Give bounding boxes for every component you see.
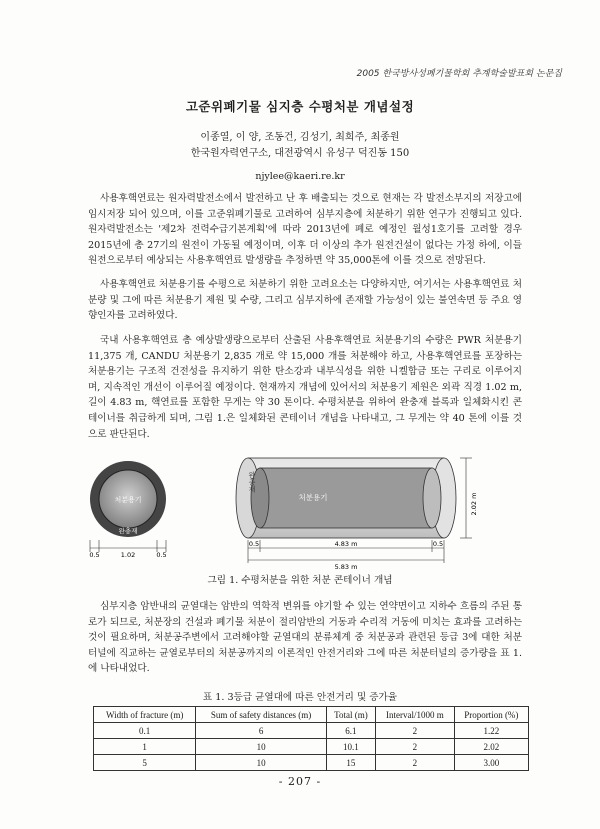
figure-container-concept [88, 448, 528, 578]
table-cell: 2 [376, 739, 455, 755]
table-cell: 2 [376, 755, 455, 771]
column-header: Width of fracture (m) [94, 707, 196, 723]
table-caption: 표 1. 3등급 균열대에 따른 안전거리 및 증가율 [202, 692, 398, 703]
table-cell: 6.1 [326, 723, 375, 739]
column-header: Interval/1000 m [376, 707, 455, 723]
dim-label: 0.5 [248, 540, 260, 548]
table-row [94, 755, 529, 771]
column-header: Sum of safety distances (m) [196, 707, 326, 723]
table-cell: 10.1 [326, 739, 375, 755]
page-number: - 207 - [278, 775, 322, 788]
column-header: Total (m) [326, 707, 375, 723]
dim-label: 1.02 [120, 551, 136, 559]
table-cell: 1.22 [454, 723, 528, 739]
side-view [236, 458, 478, 571]
table-cell: 0.1 [94, 723, 196, 739]
table-cell: 3.00 [454, 755, 528, 771]
height-label: 2.02 m [470, 492, 478, 516]
table-cell: 2 [376, 723, 455, 739]
body-paragraph: 사용후핵연료는 원자력발전소에서 발전하고 난 후 배출되는 것으로 현재는 각 발전소부지의 저장고에 임시저장 되어 있으며, 이를 고준위폐기물로 고려하여 심부지층에 처분하기 위한 연구가 진행되고 있다. 원자력발전소는 '제2차 전력수급기본계획'에 따라 2013년에 폐로 예정인 월성1호기를 고려할 경우 2015년에 총 27기의 원전이 가동될 예정이며, 이후 더 이상의 추가 원전건설이 없다는 가정 하에, 이들 원전으로부터 예상되는 사용후핵연료 발생량을 추정하면 약 35,000톤에 이를 것으로 전망된다. [88, 193, 522, 267]
journal-header: 2005 한국방사성폐기물학회 추계학술발표회 논문집 [356, 69, 562, 79]
affiliation: 한국원자력연구소, 대전광역시 유성구 덕진동 150 [190, 148, 410, 159]
buffer-label-cross: 완충재 [118, 527, 138, 535]
table-cell: 6 [196, 723, 326, 739]
table-header-row [94, 707, 529, 723]
column-header: Proportion (%) [454, 707, 528, 723]
table-cell: 10 [196, 739, 326, 755]
dim-label: 0.5 [89, 551, 100, 559]
table-cell: 10 [196, 755, 326, 771]
author-email: njylee@kaeri.re.kr [255, 171, 345, 182]
canister-body [260, 468, 432, 528]
authors: 이종열, 이 양, 조동건, 김성기, 최희주, 최종원 [200, 132, 400, 143]
dim-label: 4.83 m [334, 540, 358, 548]
safety-distance-table [93, 706, 529, 771]
paper-title: 고준위폐기물 심지층 수평처분 개념설정 [185, 99, 415, 114]
body-paragraph: 심부지층 암반내의 균열대는 암반의 역학적 변위를 야기할 수 있는 연약면이고 지하수 흐름의 주된 통로가 되므로, 처분장의 건설과 폐기물 처분이 절리암반의 거동과 수리적 거동에 미치는 효과를 고려하는 것이 필요하며, 처분공주변에서 고려해야할 균열대의 분류체계 중 처분공과 관련된 등급 3에 대한 처분터널에 직교하는 균열로부터의 처분공까지의 이론적인 안전거리와 그에 따른 처분터널의 증가량을 표 1.에 나타내었다. [88, 601, 522, 675]
table-cell: 2.02 [454, 739, 528, 755]
body-paragraph: 사용후핵연료 처분용기를 수평으로 처분하기 위한 고려요소는 다양하지만, 여기서는 사용후핵연료 처분량 및 그에 따른 처분용기 제원 및 수량, 그리고 심부지하에 존재할 가능성이 있는 불연속면 등 주요 영향인자를 고려하였다. [88, 279, 522, 322]
buffer-label-side: 완충재 [248, 471, 256, 493]
canister-label-cross: 처분용기 [114, 496, 142, 504]
container-diagram [88, 448, 528, 578]
body-paragraph: 국내 사용후핵연료 총 예상발생량으로부터 산출된 사용후핵연료 처분용기의 수량은 PWR 처분용기 11,375 개, CANDU 처분용기 2,835 개로 약 15,000 개를 처분해야 하고, 사용후핵연료를 포장하는 처분용기는 구조적 건전성을 유지하기 위한 탄소강과 내부식성을 위한 니켈합금 또는 구리로 이루어지며, 지속적인 개선이 이루어질 예정이다. 현재까지 개념에 있어서의 처분용기 제원은 외곽 직경 1.02 m, 길이 4.83 m, 핵연료를 포함한 무게는 약 30 톤이다. 수평처분을 위하여 완충재 블록과 일체화시킨 콘테이너를 취급하게 되며, 그림 1.은 일체화된 콘테이너 개념을 나타내고, 그 무게는 약 40 톤에 이를 것으로 판단된다. [88, 335, 522, 440]
table-cell: 1 [94, 739, 196, 755]
dim-label: 0.5 [156, 551, 167, 559]
table-cell: 15 [326, 755, 375, 771]
table-cell: 5 [94, 755, 196, 771]
table-row [94, 723, 529, 739]
dim-label: 0.5 [432, 540, 444, 548]
cross-section-view [89, 461, 166, 559]
canister-label-side: 처분용기 [298, 493, 328, 502]
table-row [94, 739, 529, 755]
total-length-label: 5.83 m [334, 563, 358, 571]
figure-caption: 그림 1. 수평처분을 위한 처분 콘테이너 개념 [207, 575, 393, 586]
